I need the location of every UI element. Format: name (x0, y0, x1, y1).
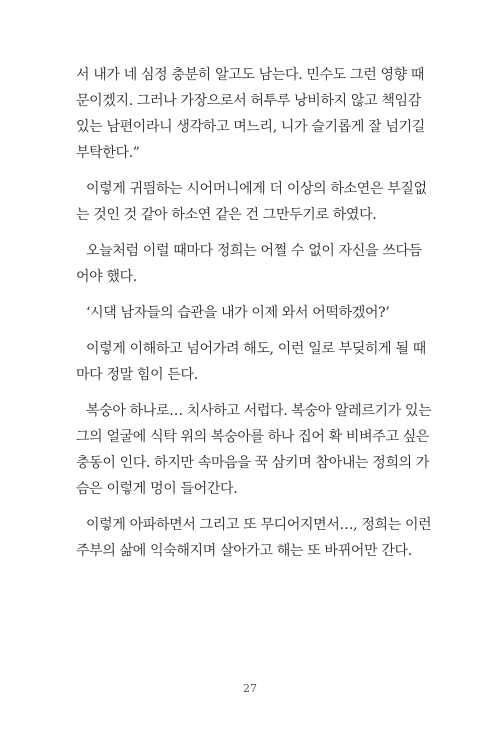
text-line: 마다 정말 힘이 든다. (76, 367, 198, 383)
text-line: 문이겠지. 그러나 가장으로서 허투루 낭비하지 않고 책임감 (76, 93, 421, 109)
text-line: 이렇게 아파하면서 그리고 또 무디어지면서…, 정희는 이런 (86, 517, 432, 533)
text-line: 부탁한다.” (76, 145, 140, 161)
text-line: 슴은 이렇게 멍이 들어간다. (76, 481, 238, 497)
text-line: 오늘처럼 이럴 때마다 정희는 어쩔 수 없이 자신을 쓰다듬 (86, 243, 422, 259)
text-line: 충동이 인다. 하지만 속마음을 꾹 삼키며 참아내는 정희의 가 (76, 455, 430, 471)
text-line: 주부의 삶에 익숙해지며 살아가고 해는 또 바뀌어만 간다. (76, 543, 412, 559)
text-line: ‘시댁 남자들의 습관을 내가 이제 와서 어떡하겠어?’ (86, 305, 390, 321)
text-line: 복숭아 하나로… 치사하고 서럽다. 복숭아 알레르기가 있는 (86, 403, 432, 419)
text-line: 이렇게 이해하고 넘어가려 해도, 이런 일로 부딪히게 될 때 (86, 341, 426, 357)
text-line: 이렇게 귀띔하는 시어머니에게 더 이상의 하소연은 부질없 (86, 181, 427, 197)
page-number: 27 (243, 682, 257, 695)
text-line: 어야 했다. (76, 269, 137, 285)
text-line: 있는 남편이라니 생각하고 며느리, 니가 슬기롭게 잘 넘기길 (76, 119, 425, 135)
text-line: 서 내가 네 심정 충분히 알고도 남는다. 민수도 그런 영향 때 (76, 67, 425, 83)
text-line: 는 것인 것 같아 하소연 같은 건 그만두기로 하였다. (76, 207, 377, 223)
text-line: 그의 얼굴에 식탁 위의 복숭아를 하나 집어 확 비벼주고 싶은 (76, 429, 430, 445)
body-text (76, 62, 432, 564)
